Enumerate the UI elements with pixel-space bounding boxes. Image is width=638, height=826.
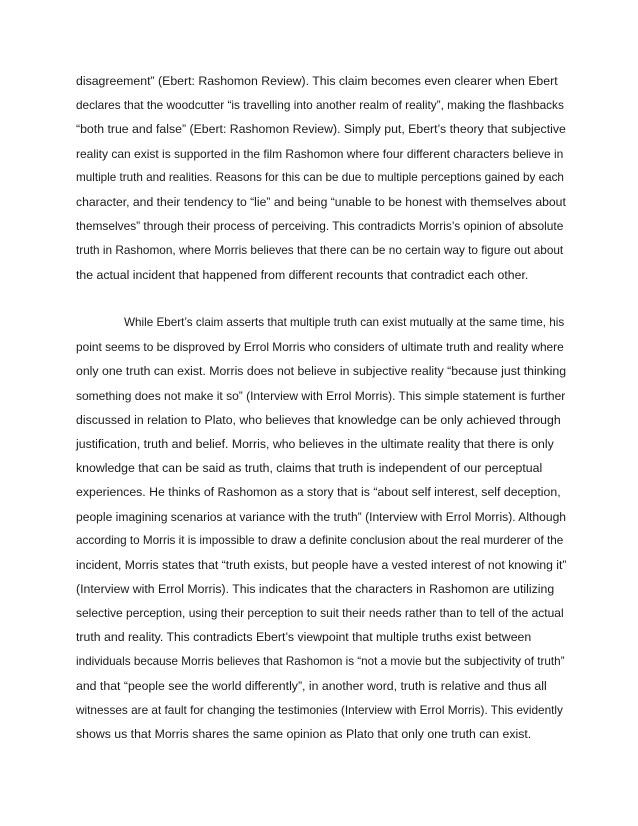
text-line: shows us that Morris shares the same opinion as Plato that only one truth can exist. [76, 727, 532, 742]
text-line: according to Morris it is impossible to draw a definite conclusion about the real murderer of the [76, 533, 564, 547]
text-line: declares that the woodcutter “is travelling into another realm of reality”, making the flashbacks [76, 98, 564, 113]
text-line: truth and reality. This contradicts Ebert’s viewpoint that multiple truths exist between [76, 630, 532, 645]
text-line: experiences. He thinks of Rashomon as a story that is “about self interest, self deception, [76, 485, 561, 500]
text-line: individuals because Morris believes that Rashomon is “not a movie but the subjectivity of truth” [76, 654, 565, 668]
text-line: reality can exist is supported in the film Rashomon where four different characters believe in [76, 146, 564, 161]
text-line: discussed in relation to Plato, who believes that knowledge can be only achieved through [76, 412, 561, 427]
text-line: witnesses are at fault for changing the testimonies (Interview with Errol Morris). This evidently [76, 703, 563, 717]
text-line: people imagining scenarios at variance with the truth” (Interview with Errol Morris). Although [76, 509, 567, 524]
paragraph-2 [76, 311, 566, 746]
text-line: themselves” through their process of perceiving. This contradicts Morris’s opinion of absolute [76, 219, 564, 234]
text-line: point seems to be disproved by Errol Morris who considers of ultimate truth and reality where [76, 340, 564, 355]
text-line: disagreement” (Ebert: Rashomon Review). This claim becomes even clearer when Ebert [76, 74, 558, 88]
text-line: incident, Morris states that “truth exists, but people have a vested interest of not knowing it” [76, 557, 567, 572]
text-line-indented: While Ebert’s claim asserts that multiple truth can exist mutually at the same time, his [124, 316, 565, 329]
text-line: the actual incident that happened from different recounts that contradict each other. [76, 267, 529, 282]
paragraph-1 [76, 69, 566, 287]
text-line: justification, truth and belief. Morris, who believes in the ultimate reality that there is only [76, 436, 554, 451]
text-line: truth in Rashomon, where Morris believes that there can be no certain way to figure out about [76, 243, 564, 258]
text-line: something does not make it so” (Interview with Errol Morris). This simple statement is further [76, 388, 566, 403]
text-line: multiple truth and realities. Reasons for this can be due to multiple perceptions gained by each [76, 170, 564, 184]
text-line: selective perception, using their perception to suit their needs rather than to tell of the actual [76, 606, 564, 621]
text-line: knowledge that can be said as truth, claims that truth is independent of our perceptual [76, 461, 543, 476]
text-line: and that “people see the world differently”, in another word, truth is relative and thus all [76, 678, 547, 693]
text-line: only one truth can exist. Morris does not believe in subjective reality “because just thinking [76, 364, 567, 379]
text-line: (Interview with Errol Morris). This indicates that the characters in Rashomon are utilizing [76, 582, 555, 597]
text-line: character, and their tendency to “lie” and being “unable to be honest with themselves about [76, 194, 566, 209]
text-line: “both true and false” (Ebert: Rashomon Review). Simply put, Ebert’s theory that subjective [76, 122, 566, 137]
